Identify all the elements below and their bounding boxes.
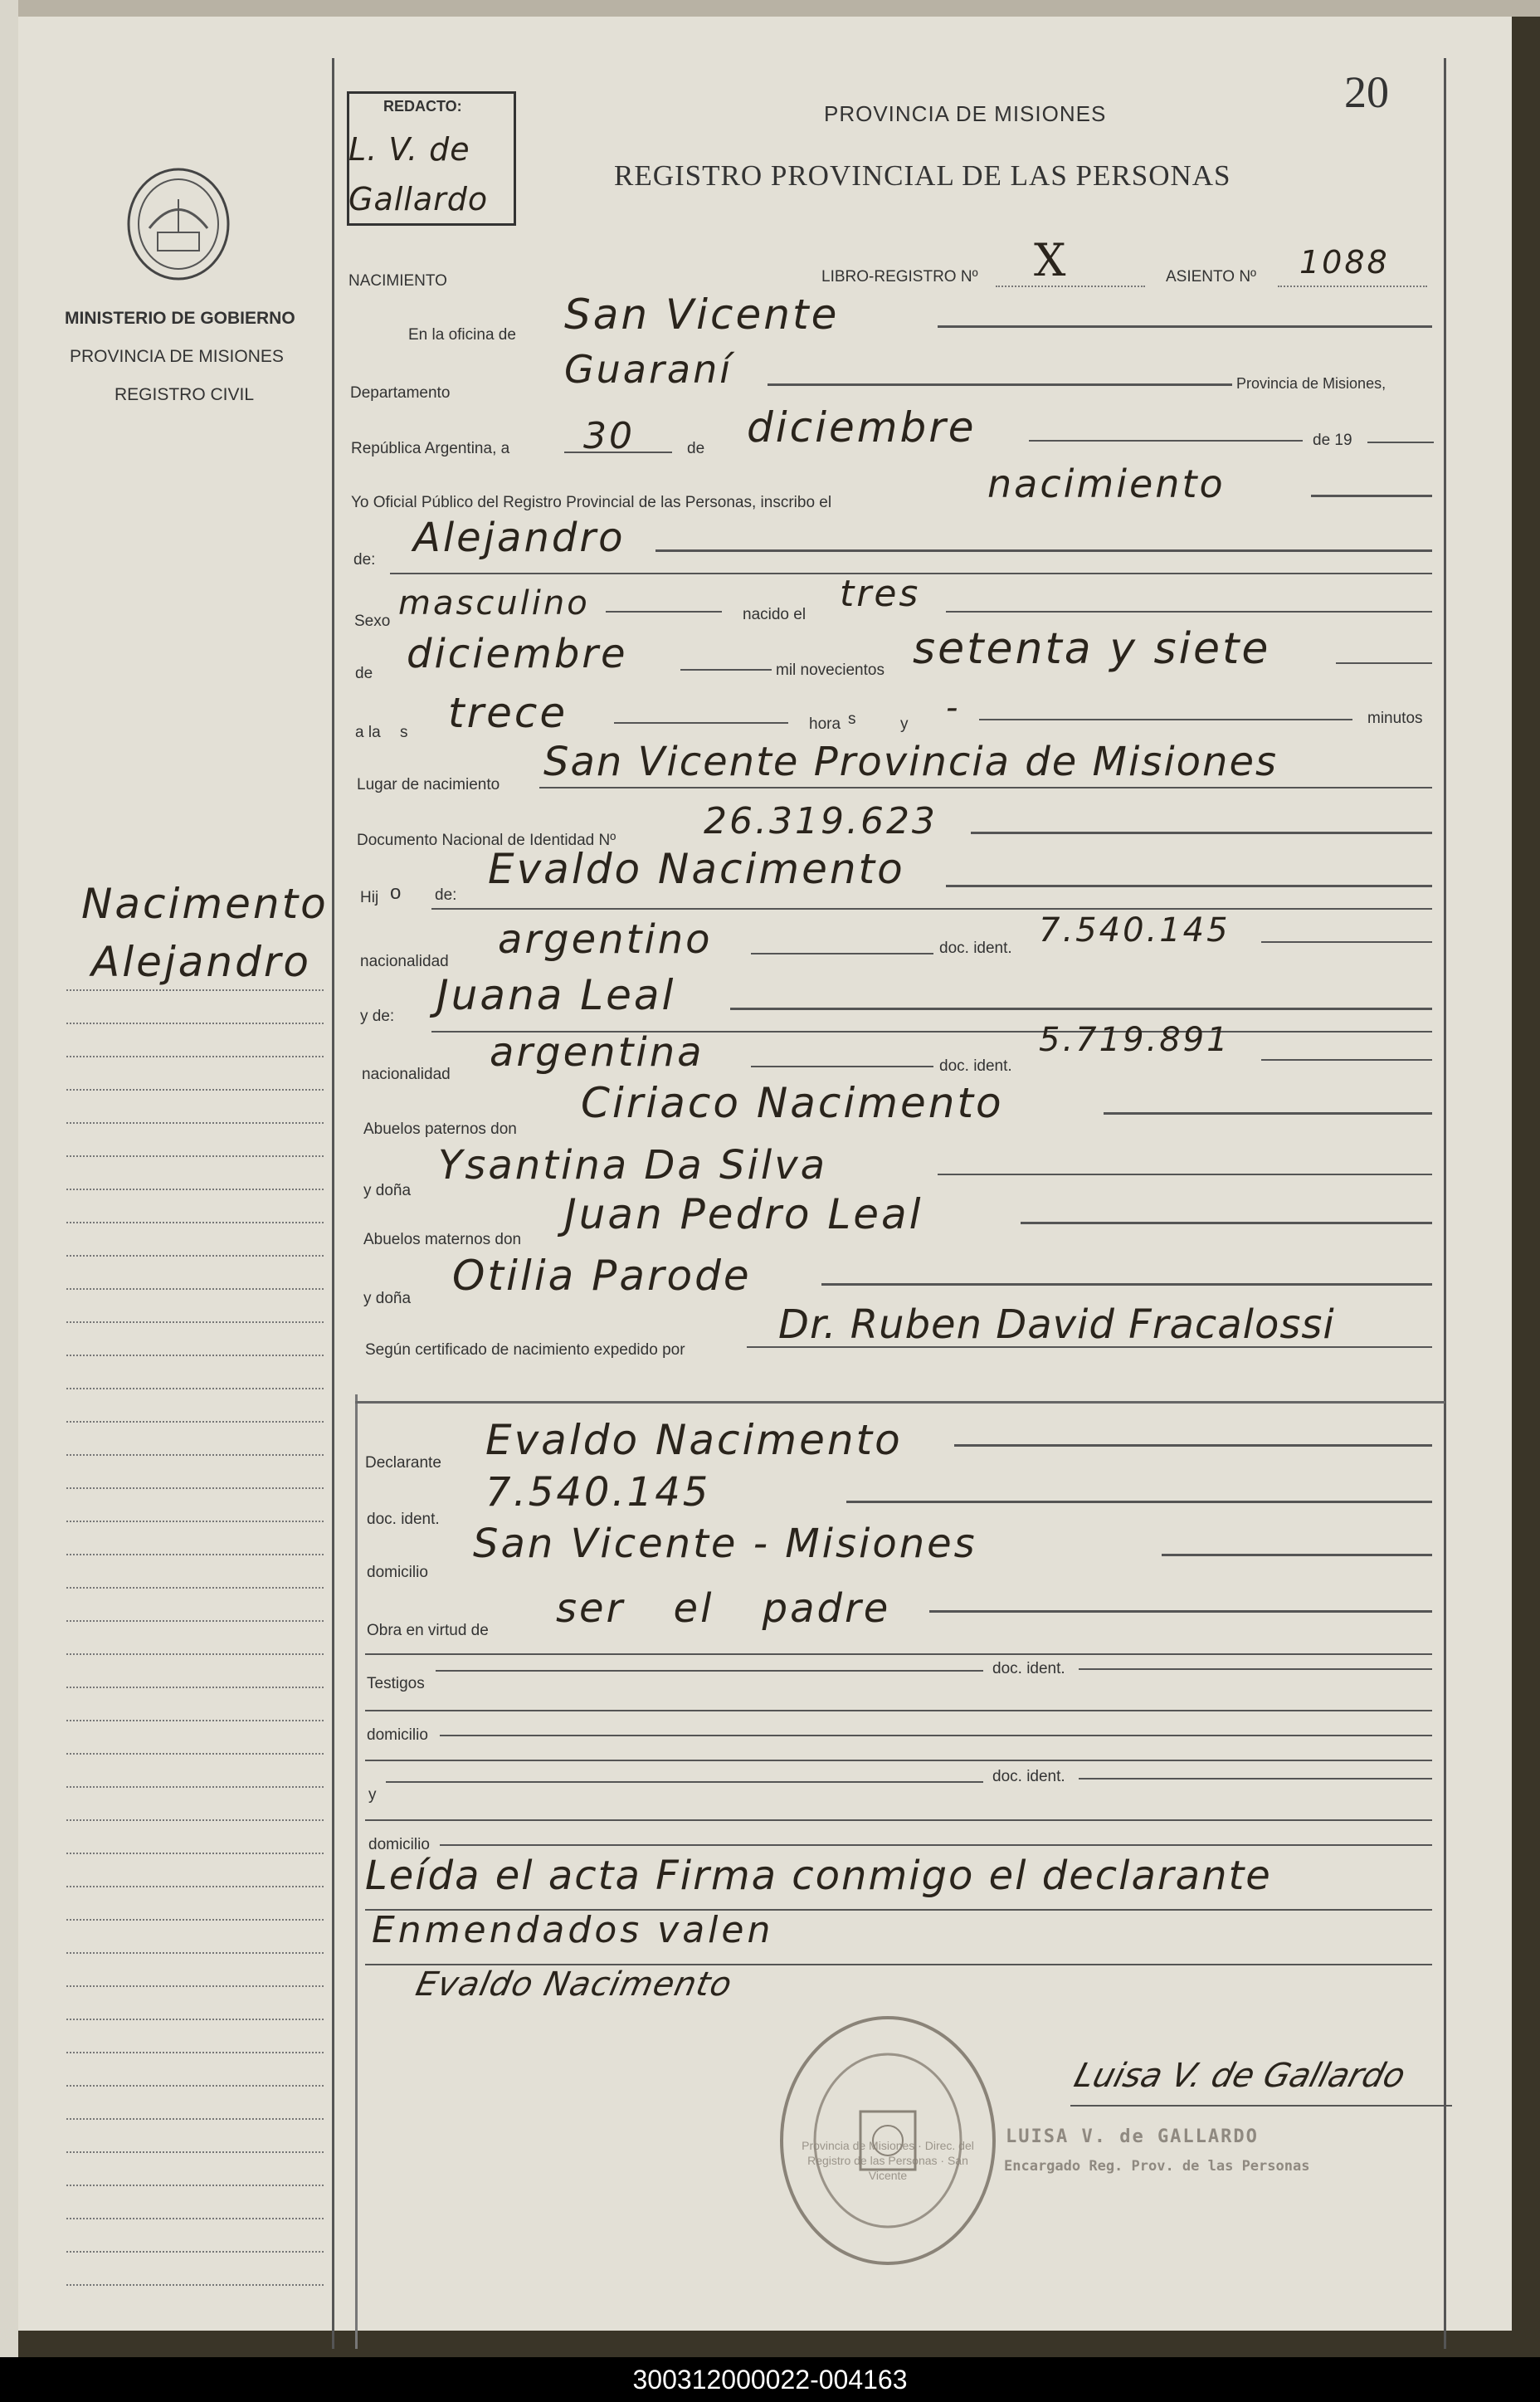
mes-value: diciembre bbox=[747, 403, 977, 452]
provincia-label: Provincia de Misiones, bbox=[1236, 375, 1386, 392]
oficial-label: Yo Oficial Público del Registro Provincial de las Personas, inscribo el bbox=[351, 494, 832, 511]
nota-linea1: Leída el acta Firma conmigo el declarante bbox=[365, 1853, 1272, 1899]
madre-value: Juana Leal bbox=[436, 971, 676, 1019]
abuelo-pat-value: Ciriaco Nacimento bbox=[581, 1079, 1004, 1127]
de19-label: de 19 bbox=[1313, 432, 1352, 449]
abuelos-pat-label: Abuelos paternos don bbox=[363, 1120, 517, 1138]
nacido-mes-value: diciembre bbox=[407, 631, 628, 677]
libro-dots bbox=[996, 286, 1145, 287]
testigo2-doc-label: doc. ident. bbox=[992, 1768, 1065, 1785]
certificado-label: Según certificado de nacimiento expedido por bbox=[365, 1341, 685, 1359]
mes-line bbox=[1029, 440, 1303, 442]
abuela-mat-value: Otilia Parode bbox=[452, 1252, 752, 1300]
nacido-line bbox=[946, 611, 1432, 613]
ala-suffix: s bbox=[400, 724, 408, 741]
page-number: 20 bbox=[1344, 67, 1389, 117]
asiento-dots bbox=[1278, 286, 1427, 287]
decl-doc-line bbox=[846, 1501, 1432, 1503]
madre-nac-line bbox=[751, 1066, 933, 1067]
minutos-label: minutos bbox=[1367, 710, 1423, 727]
mil-label: mil novecientos bbox=[776, 662, 885, 679]
abuelo-mat-value: Juan Pedro Leal bbox=[564, 1190, 924, 1238]
sexo-label: Sexo bbox=[354, 613, 391, 630]
hora-value: trece bbox=[448, 689, 568, 737]
testigo2-line-2 bbox=[365, 1819, 1432, 1821]
frame-line-left-outer bbox=[332, 58, 334, 2349]
ydona-pat-label: y doña bbox=[363, 1182, 412, 1199]
nacido-label: nacido el bbox=[743, 606, 807, 623]
section-divider bbox=[355, 1401, 1445, 1404]
hijo-label: Hij bbox=[360, 889, 379, 906]
padre-line-2 bbox=[431, 908, 1432, 910]
sello-nombre: LUISA V. de GALLARDO bbox=[1006, 2126, 1259, 2147]
abuela-pat-line bbox=[938, 1174, 1432, 1175]
top-binding-strip bbox=[0, 0, 1540, 17]
abuela-pat-value: Ysantina Da Silva bbox=[438, 1142, 828, 1189]
inscribo-value: nacimiento bbox=[987, 461, 1226, 506]
oficina-line bbox=[938, 325, 1432, 328]
hijo-suffix: o bbox=[390, 881, 402, 904]
declarante-label: Declarante bbox=[365, 1454, 441, 1472]
dni-value: 26.319.623 bbox=[704, 800, 938, 842]
testigos-label: Testigos bbox=[367, 1675, 425, 1692]
dia-value: 30 bbox=[583, 415, 635, 457]
y-label: y bbox=[900, 715, 909, 733]
departamento-label: Departamento bbox=[350, 384, 451, 402]
nombre-value: Alejandro bbox=[413, 515, 626, 561]
testigo2-doc-line bbox=[1079, 1778, 1432, 1780]
margin-note-line2: Alejandro bbox=[91, 938, 311, 986]
madre-nac-value: argentina bbox=[490, 1029, 704, 1076]
asiento-label: ASIENTO Nº bbox=[1166, 268, 1256, 286]
lugar-line bbox=[539, 787, 1432, 788]
margin-note-line1: Nacimento bbox=[81, 880, 329, 928]
hora-line bbox=[614, 722, 788, 724]
padre-doc-label: doc. ident. bbox=[939, 940, 1012, 957]
padre-doc-value: 7.540.145 bbox=[1039, 911, 1231, 950]
departamento-line bbox=[768, 383, 1232, 386]
declarante-line bbox=[954, 1444, 1432, 1447]
republica-label: República Argentina, a bbox=[351, 440, 510, 457]
testigo2-domicilio-line bbox=[440, 1844, 1432, 1846]
yde-label: y de: bbox=[360, 1008, 395, 1025]
testigo2-line bbox=[386, 1781, 983, 1783]
abuelo-pat-line bbox=[1104, 1112, 1432, 1115]
left-province: PROVINCIA DE MISIONES bbox=[70, 347, 284, 366]
asiento-value: 1088 bbox=[1299, 244, 1390, 281]
dni-line bbox=[971, 832, 1432, 834]
redacto-label: REDACTO: bbox=[383, 98, 462, 115]
dni-label: Documento Nacional de Identidad Nº bbox=[357, 832, 616, 849]
testigos-line bbox=[436, 1670, 983, 1672]
testigos-doc-label: doc. ident. bbox=[992, 1660, 1065, 1677]
header-title: REGISTRO PROVINCIAL DE LAS PERSONAS bbox=[614, 159, 1231, 192]
declarante-value: Evaldo Nacimento bbox=[485, 1416, 903, 1464]
firma-oficial: Luisa V. de Gallardo bbox=[1070, 2057, 1410, 2095]
certificado-line bbox=[747, 1346, 1432, 1348]
padre-nac-line bbox=[751, 953, 933, 954]
decl-doc-label: doc. ident. bbox=[367, 1511, 440, 1528]
madre-line bbox=[730, 1008, 1432, 1010]
nacido-mes-line bbox=[680, 669, 772, 671]
header-province: PROVINCIA DE MISIONES bbox=[824, 101, 1107, 126]
madre-doc-label: doc. ident. bbox=[939, 1057, 1012, 1075]
minutos-value: - bbox=[946, 689, 961, 727]
lugar-value: San Vicente Provincia de Misiones bbox=[543, 739, 1278, 785]
madre-doc-value: 5.719.891 bbox=[1039, 1021, 1231, 1059]
coat-of-arms-seal bbox=[124, 166, 232, 282]
padre-nac-label: nacionalidad bbox=[360, 953, 449, 970]
departamento-value: Guaraní bbox=[564, 347, 733, 392]
decl-doc-value: 7.540.145 bbox=[485, 1469, 711, 1516]
decl-domicilio-line bbox=[1162, 1554, 1432, 1556]
ydona-mat-label: y doña bbox=[363, 1290, 412, 1307]
madre-doc-line bbox=[1261, 1059, 1432, 1061]
horas-label: hora bbox=[809, 715, 841, 733]
frame-line-left-inner bbox=[355, 1394, 358, 2349]
de-nombre-label: de: bbox=[353, 551, 376, 569]
abuelo-mat-line bbox=[1021, 1222, 1432, 1224]
obra-line-2 bbox=[365, 1653, 1432, 1655]
sexo-line bbox=[606, 611, 722, 613]
left-ministry: MINISTERIO DE GOBIERNO bbox=[65, 309, 295, 328]
nota-linea2: Enmendados valen bbox=[372, 1909, 774, 1951]
round-stamp-text: Provincia de Misiones · Direc. del Registro de las Personas · San Vicente bbox=[802, 2139, 974, 2182]
anio-line bbox=[1367, 442, 1434, 443]
obra-label: Obra en virtud de bbox=[367, 1622, 489, 1639]
y2-label: y bbox=[368, 1786, 377, 1804]
obra-line bbox=[929, 1610, 1432, 1613]
nombre-line bbox=[655, 549, 1432, 552]
hijo-de-label: de: bbox=[435, 886, 457, 904]
frame-line-right bbox=[1444, 58, 1446, 2349]
firma-declarante: Evaldo Nacimento bbox=[412, 1965, 736, 2004]
obra-value: ser el padre bbox=[556, 1585, 891, 1632]
padre-doc-line bbox=[1261, 941, 1432, 943]
anio-text-line bbox=[1336, 662, 1432, 664]
testigos-doc-line bbox=[1079, 1668, 1432, 1670]
oficina-value: San Vicente bbox=[564, 290, 840, 339]
ala-label: a la bbox=[355, 724, 381, 741]
nacido-value: tres bbox=[840, 573, 921, 615]
paper-edge bbox=[0, 0, 18, 2402]
lugar-label: Lugar de nacimiento bbox=[357, 776, 500, 793]
abuela-mat-line bbox=[821, 1283, 1432, 1286]
padre-nac-value: argentino bbox=[498, 916, 713, 963]
libro-label: LIBRO-REGISTRO Nº bbox=[821, 268, 978, 286]
oficina-label: En la oficina de bbox=[408, 326, 516, 344]
padre-value: Evaldo Nacimento bbox=[488, 845, 905, 893]
certificado-value: Dr. Ruben David Fracalossi bbox=[778, 1301, 1335, 1348]
inscribo-line bbox=[1311, 495, 1432, 497]
libro-value: X bbox=[1034, 234, 1069, 286]
left-office: REGISTRO CIVIL bbox=[115, 385, 255, 404]
testigo1-domicilio-line-2 bbox=[365, 1760, 1432, 1761]
firma-oficial-line bbox=[1070, 2105, 1452, 2107]
horas-suffix: s bbox=[848, 710, 856, 728]
testigos-line-2 bbox=[365, 1710, 1432, 1711]
anio-value: setenta y siete bbox=[913, 624, 1271, 674]
sello-cargo: Encargado Reg. Prov. de las Personas bbox=[1004, 2158, 1310, 2175]
testigo1-domicilio-label: domicilio bbox=[367, 1726, 428, 1744]
decl-domicilio-value: San Vicente - Misiones bbox=[473, 1521, 977, 1567]
padre-line bbox=[946, 885, 1432, 887]
de2-label: de bbox=[355, 665, 373, 682]
testigo1-domicilio-line bbox=[440, 1735, 1432, 1736]
redacto-value: L. V. de Gallardo bbox=[348, 131, 489, 217]
abuelos-mat-label: Abuelos maternos don bbox=[363, 1231, 522, 1248]
sexo-value: masculino bbox=[398, 584, 590, 622]
madre-nac-label: nacionalidad bbox=[362, 1066, 451, 1083]
footer-id-bar bbox=[0, 2357, 1540, 2402]
decl-domicilio-label: domicilio bbox=[367, 1564, 428, 1581]
record-type-label: NACIMIENTO bbox=[348, 272, 447, 290]
footer-id: 300312000022-004163 bbox=[632, 2365, 908, 2395]
minutos-line bbox=[979, 719, 1352, 720]
dia-line bbox=[564, 452, 672, 453]
testigo2-domicilio-label: domicilio bbox=[368, 1836, 430, 1853]
de-label: de bbox=[687, 440, 705, 457]
